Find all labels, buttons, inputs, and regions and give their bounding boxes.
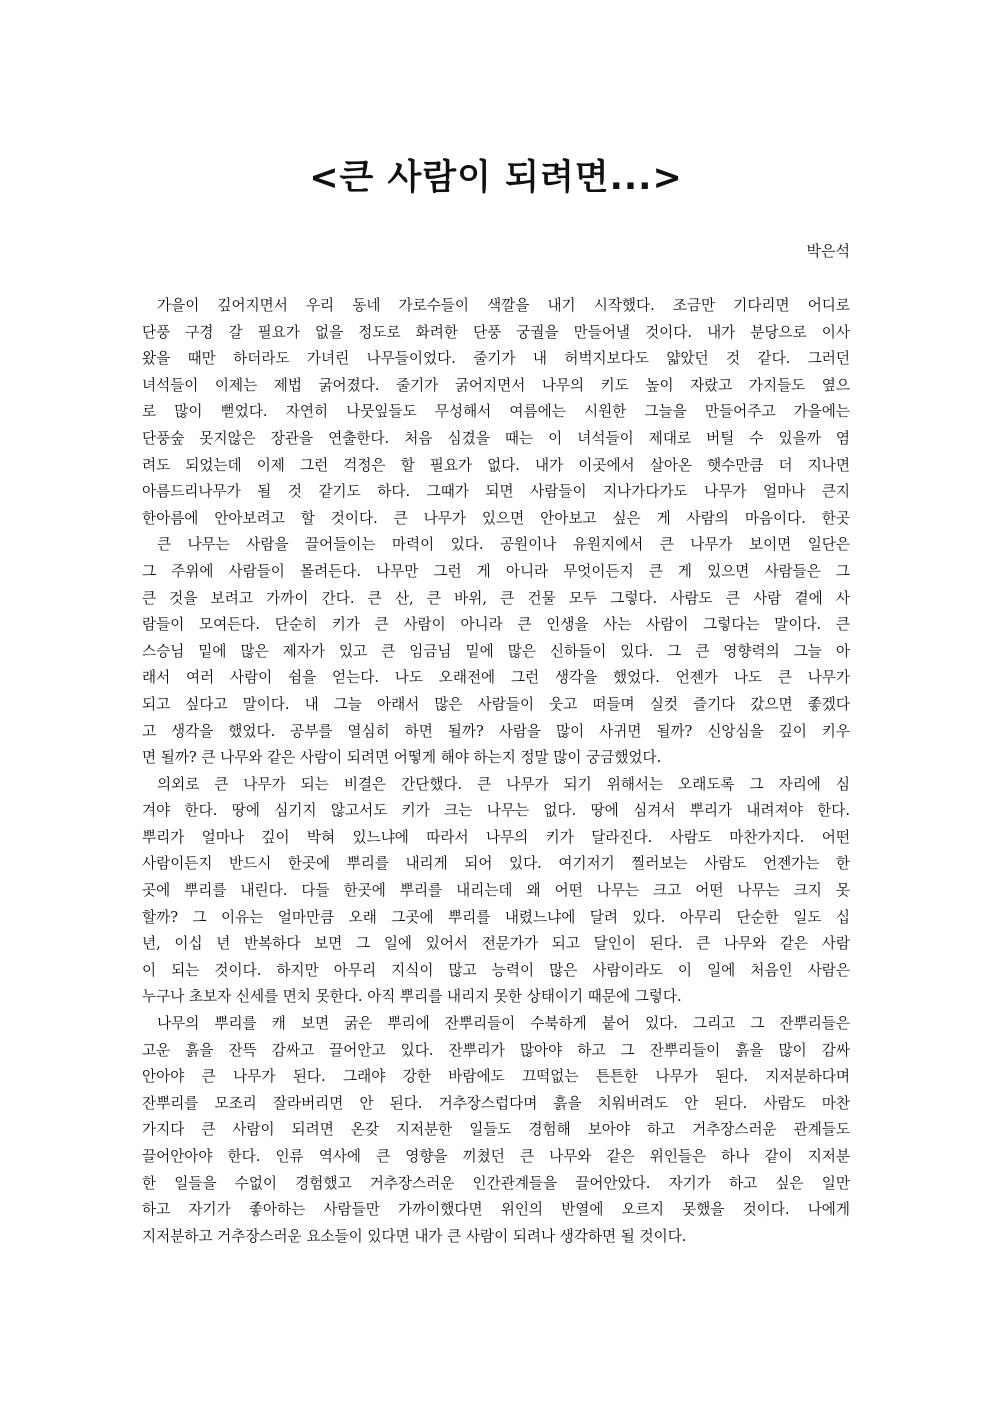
- text-line: 고 생각을 했었다. 공부를 열심히 하면 될까? 사람을 많이 사귀면 될까? 신앙심을 깊이 키우: [142, 722, 850, 740]
- text-line: 나무의 뿌리를 캐 보면 굵은 뿌리에 잔뿌리들이 수북하게 붙어 있다. 그리고 그 잔뿌리들은: [157, 1015, 850, 1033]
- text-line: 뿌리가 얼마나 깊이 박혀 있느냐에 따라서 나무의 키가 달라진다. 사람도 마찬가지다. 어떤: [142, 828, 850, 846]
- text-line: 큰 것을 보려고 가까이 간다. 큰 산, 큰 바위, 큰 건물 모두 그렇다. 사람도 큰 사람 곁에 사: [142, 589, 850, 607]
- text-line: 되고 싶다고 말이다. 내 그늘 아래서 많은 사람들이 웃고 떠들며 실컷 즐기다 갔으면 좋겠다: [142, 695, 850, 713]
- text-line: 래서 여러 사람이 쉼을 얻는다. 나도 오래전에 그런 생각을 했었다. 언젠가 나도 큰 나무가: [142, 669, 850, 687]
- body-text: [142, 293, 850, 1250]
- text-line: 한 일들을 수없이 경험했고 거추장스러운 인간관계들을 끌어안았다. 자기가 하고 싶은 일만: [142, 1174, 850, 1192]
- author-name: 박은석: [806, 242, 850, 260]
- text-line: 스승님 밑에 많은 제자가 있고 큰 임금님 밑에 많은 신하들이 있다. 그 큰 영향력의 그늘 아: [142, 642, 850, 660]
- text-line: 겨야 한다. 땅에 심기지 않고서도 키가 크는 나무는 없다. 땅에 심겨서 뿌리가 내려져야 한다.: [142, 802, 850, 820]
- text-line: 곳에 뿌리를 내린다. 다들 한곳에 뿌리를 내리는데 왜 어떤 나무는 크고 어떤 나무는 크지 못: [142, 882, 850, 900]
- text-line: 가을이 깊어지면서 우리 동네 가로수들이 색깔을 내기 시작했다. 조금만 기다리면 어디로: [157, 297, 850, 314]
- text-line: 단풍 구경 갈 필요가 없을 정도로 화려한 단풍 궁궐을 만들어낼 것이다. 내가 분당으로 이사: [142, 323, 850, 341]
- text-line: 한아름에 안아보려고 할 것이다. 큰 나무가 있으면 안아보고 싶은 게 사람의 마음이다. 한곳: [142, 509, 850, 527]
- text-line: 지저분하고 거추장스러운 요소들이 있다면 내가 큰 사람이 되려나 생각하면 될 것이다.: [142, 1227, 687, 1245]
- text-line: 끌어안아야 한다. 인류 역사에 큰 영향을 끼쳤던 큰 나무와 같은 위인들은 하나 같이 지저분: [142, 1148, 850, 1165]
- text-line: 왔을 때만 하더라도 가녀린 나무들이었다. 줄기가 내 허벅지보다도 얇았던 것 같다. 그러던: [142, 350, 850, 368]
- text-line: 면 될까? 큰 나무와 같은 사람이 되려면 어떻게 해야 하는지 정말 많이 궁금했었다.: [142, 749, 662, 767]
- paragraph-1: [142, 293, 850, 532]
- text-line: 잔뿌리를 모조리 잘라버리면 안 된다. 거추장스럽다며 흙을 치워버려도 안 된다. 사람도 마찬: [142, 1094, 850, 1112]
- text-line: 고운 흙을 잔뜩 감싸고 끌어안고 있다. 잔뿌리가 많아야 하고 그 잔뿌리들이 흙을 많이 감싸: [142, 1041, 850, 1059]
- text-line: 로 많이 뻗었다. 자연히 나뭇잎들도 무성해서 여름에는 시원한 그늘을 만들어주고 가을에는: [142, 403, 850, 421]
- text-line: 하고 자기가 좋아하는 사람들만 가까이했다면 위인의 반열에 오르지 못했을 것이다. 나에게: [142, 1201, 850, 1219]
- text-line: 려도 되었는데 이제 그런 걱정은 할 필요가 없다. 내가 이곳에서 살아온 햇수만큼 더 지나면: [142, 456, 850, 474]
- text-line: 의외로 큰 나무가 되는 비결은 간단했다. 큰 나무가 되기 위해서는 오래도록 그 자리에 심: [157, 775, 850, 793]
- text-line: 사람이든지 반드시 한곳에 뿌리를 내리게 되어 있다. 여기저기 찔러보는 사람도 언젠가는 한: [142, 855, 850, 873]
- document-title: <큰 사람이 되려면...>: [309, 158, 683, 198]
- paragraph-2: [142, 532, 850, 771]
- text-line: 녀석들이 이제는 제법 굵어졌다. 줄기가 굵어지면서 나무의 키도 높이 자랐고 가지들도 옆으: [142, 376, 850, 394]
- text-line: 누구나 초보자 신세를 면치 못한다. 아직 뿌리를 내리지 못한 상태이기 때문에 그렇다.: [142, 988, 682, 1006]
- text-line: 이 되는 것이다. 하지만 아무리 지식이 많고 능력이 많은 사람이라도 이 일에 처음인 사람은: [142, 961, 850, 979]
- text-line: 람들이 모여든다. 단순히 키가 큰 사람이 아니라 큰 인생을 사는 사람이 그렇다는 말이다. 큰: [142, 616, 850, 634]
- text-line: 안아야 큰 나무가 된다. 그래야 강한 바람에도 끄떡없는 튼튼한 나무가 된다. 지저분하다며: [142, 1068, 850, 1086]
- text-line: 가지다 큰 사람이 되려면 온갖 지저분한 일들도 경험해 보아야 하고 거추장스러운 관계들도: [142, 1121, 850, 1139]
- text-line: 큰 나무는 사람을 끌어들이는 마력이 있다. 공원이나 유원지에서 큰 나무가 보이면 일단은: [157, 536, 850, 554]
- text-line: 아름드리나무가 될 것 같기도 하다. 그때가 되면 사람들이 지나가다가도 나무가 얼마나 큰지: [142, 483, 850, 501]
- paragraph-3: [142, 772, 850, 1011]
- text-line: 할까? 그 이유는 얼마만큼 오래 그곳에 뿌리를 내렸느냐에 달려 있다. 아무리 단순한 일도 십: [142, 908, 850, 926]
- text-line: 단풍숲 못지않은 장관을 연출한다. 처음 심겼을 때는 이 녀석들이 제대로 버틸 수 있을까 염: [142, 429, 850, 447]
- text-line: 년, 이십 년 반복하다 보면 그 일에 있어서 전문가가 되고 달인이 된다. 큰 나무와 같은 사람: [142, 935, 850, 953]
- text-line: 그 주위에 사람들이 몰려든다. 나무만 그런 게 아니라 무엇이든지 큰 게 있으면 사람들은 그: [142, 562, 850, 580]
- paragraph-4: [142, 1011, 850, 1250]
